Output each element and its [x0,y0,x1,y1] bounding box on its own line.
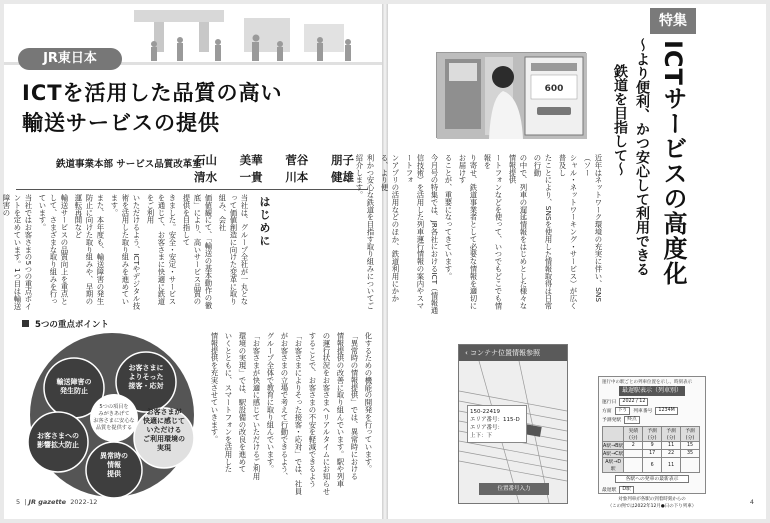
table-cell [624,458,643,473]
direction-select[interactable]: 下り [615,407,631,415]
text-column: 輸送サービスの品質向上を重点として、さまざまな取り組みを行っています。 [38,194,69,305]
date-field[interactable]: 2022 / 12 [619,398,648,406]
diagram-segment-label: 発生防止 [60,387,88,395]
diagram-segment-label: お客さまへの [37,432,79,440]
text-column: 当社は、グループ全社が一丸となって価値創造に向けた変革に取り組み、会社 [218,194,249,305]
train-number-field[interactable]: 1234M [655,407,677,415]
position-input-button[interactable]: 位置番号入力 [479,483,549,495]
panel-note: 各駅への発車の最新表示 [615,475,689,483]
table-cell: A駅→D駅 [603,458,624,473]
text-column: シャル・ネットワーキング・サービス）が広く普及し [558,154,578,310]
panel-title: 最遅駅表示（列車別） [619,386,685,396]
feature-tag: 特集 [650,8,696,34]
table-cell: 6 [643,458,662,473]
figure-caption: 5つの重点ポイント [22,318,109,330]
smartphone-screen [458,344,568,504]
text-column: 情報提供を充実させていきます。 [210,332,219,443]
text-column: グループ全体で教育に取り組んでいます。 [266,332,275,473]
text-column: 信技術）を活用した列車運行情報の案内やスマートフォ [405,154,425,310]
author-name: 美華 [239,153,263,167]
author-names [194,152,354,186]
table-header-cell: 予測(分) [643,427,662,442]
table-cell: A駅→B駅 [603,442,624,450]
text-column: 今月号の特集では、JR各社におけるICT（情報通 [430,154,439,314]
table-cell: 11 [662,458,681,473]
table-cell: A駅→C駅 [603,450,624,458]
diagram-segment-label: お客さまに [128,364,164,372]
latest-station-field[interactable]: D駅 [619,486,634,494]
text-column: また、本年度も、輸送障害の発生防止に向けた取り組みや、早期の運転再開など [74,194,105,305]
diagram-segment-label: 情報 [107,461,121,469]
table-row [603,450,700,458]
panel-row-latest: 最遅駅 D駅 [599,485,705,494]
diagram-segment-label: いただける [146,426,182,434]
text-column: いくとともに、スマートフォンを活用した [224,332,233,473]
table-cell [681,458,700,473]
headline-line-2: 輸送サービスの提供 [22,111,220,135]
table-cell: 15 [681,442,700,450]
article-headline [22,78,362,138]
magazine-name: JR gazette [28,498,67,506]
text-column: の運行状況をお客さまへリアルタイムにお知らせ [322,332,331,495]
diagram-center-label: 5つの項目を [99,404,129,410]
author-name: 川本 [285,170,309,184]
table-header-cell: 予測(分) [681,427,700,442]
text-column: いただけるよう、ICTやデジタル技術を活用した取り組みを進めています。 [110,194,141,310]
text-column: 当社ではお客さまの5つの重点ポイントを定めています。1つ目は輸送障害の [2,194,33,310]
panel-footnote: 対象列車が各駅の到着時刻からの （この例では2022年12月●日の下り列車） [607,497,697,509]
terminal-field[interactable]: 終点 [624,416,640,424]
back-arrow-icon: ‹ [465,349,471,357]
author-row-1 [194,152,354,169]
text-column: 「お客さまによりそった接客・応対」では、社員 [294,332,303,495]
page-number: 5 [16,498,21,506]
delay-table [602,426,700,473]
table-cell: 9 [643,442,662,450]
author-name: 朋子 [330,153,354,167]
text-column: 価値観にて、「輸送の基本動作の徹底」により、高いサービス品質の提供を目指して [182,194,213,309]
author-name: 石山 [194,153,217,167]
table-header-cell [603,427,624,442]
diagram-center-label: みがきあげて [98,411,130,417]
table-cell: 11 [662,442,681,450]
diagram-center-label: お客さまに安心な [93,418,135,424]
text-column: の中で、列車の遅延情報をはじめとした様々な情報提供 [508,154,528,310]
text-column: 「異常時の情報提供」では、異常時における [350,332,359,480]
diagram-segment-label: よりそった [128,373,164,381]
author-department: 鉄道事業本部 サービス品質改革室 [56,159,202,170]
diagram-segment-label: 接客・応対 [128,382,164,390]
author-name: 清水 [194,170,217,184]
left-page [4,4,382,519]
diagram-segment-label: 実現 [157,444,171,452]
diagram-segment-label: 影響拡大防止 [37,441,79,449]
feature-subtitle-2: 鉄道を目指して〜 [612,64,628,176]
text-column: 利かつ安心な鉄道を目指す取り組みについてご紹介します。 [355,154,375,310]
table-header-cell: 予測(分) [662,427,681,442]
feature-body-text [355,154,604,314]
text-column: 近年はネットワーク環境の充実に伴い、SNS（ソー [583,154,603,303]
feature-title: ICTサービスの高度化 [659,40,687,286]
diagram-segment-label: 異常時の [100,452,128,460]
text-column: ることが、重要になってきています。 [444,154,453,280]
text-column: 環境の実現」では、駅設備の改良を進めて [238,332,247,473]
table-row [603,458,700,473]
author-row-2 [194,169,354,186]
author-name: 菅谷 [285,153,309,167]
text-column: 化するための機能の開発を行っています。 [364,332,373,473]
page-number-right: 4 [749,498,754,506]
panel-row-direction: 方面 下り 列車番号 1234M [599,406,705,415]
diagram-segment-label: ご利用環境の [143,435,185,443]
photo-illustration [437,53,587,139]
author-name: 一貴 [239,170,263,184]
diagram-segment-label: お客さまが [146,408,182,416]
diagram-segment-label: 提供 [107,470,121,478]
table-cell: 17 [643,450,662,458]
header-divider [16,189,368,190]
panel-row-date: 運行日 2022 / 12 [599,397,705,406]
diagram-segment-label: 快適に感じて [143,417,185,425]
text-column: り寄せ、鉄道事業者として必要な情報を適切にお届けす [458,154,478,310]
ticket-machine-photo [436,52,586,138]
delay-display-panel [598,376,706,509]
text-column: することで、お客さまの不安を軽減できるよう [308,332,317,488]
text-column: ートフォンなどを使って、いつでもどこでも情報を [483,154,503,310]
app-title-bar: ‹ コンテナ位置情報参照 [459,345,567,361]
container-info-popup: 150-22419 エリア番号：115-D エリア番号： 上下：下 [467,405,527,443]
table-cell: 22 [662,450,681,458]
text-column: 「お客さまが快適に感じていただけるご利用 [252,332,261,480]
intro-body-text [2,194,250,312]
diagram-center-label: 品質を提供する [95,425,133,431]
diagram-segment-label: 輸送障害の [56,378,92,386]
fare-display-value: 600 [544,84,564,94]
issue-date: 2022-12 [70,498,98,506]
table-row [603,442,700,450]
table-cell: 35 [681,450,700,458]
text-column: たことにより、SNSを使用した情報取得は日常の行動 [533,154,553,310]
feature-subtitle-1: 〜より便利、かつ安心して利用できる [634,38,650,276]
table-cell [624,450,643,458]
panel-row-forecast: 予測発駅 終点 [599,415,705,424]
five-points-diagram [14,330,210,500]
table-header-cell: 実績(分) [624,427,643,442]
author-name: 健雄 [330,170,354,184]
body-text-lower [210,332,374,502]
text-column: ンアプリの活用などのほか、鉄道利用にかかる、より便 [380,154,400,302]
headline-line-1: ICTを活用した品質の高い [22,81,283,105]
table-cell: 2 [624,442,643,450]
text-column: がお客さまの立場で考えて行動できるよう、 [280,332,289,480]
section-heading-intro: はじめに [258,196,271,248]
text-column: 情報提供の改善に取り組んでいます。駅や列車 [336,332,345,488]
company-tag: JR東日本 [18,48,122,70]
panel-caption: 運行中の駅ごとの列車位置を示し、時刻表示 [602,380,692,385]
footer-left: 5 | JR gazette 2022-12 [16,498,98,506]
caption-square-icon [22,320,29,327]
text-column: きました。安全・安定・サービスを通じて、お客さまに快適に鉄道をご利用 [146,194,177,305]
